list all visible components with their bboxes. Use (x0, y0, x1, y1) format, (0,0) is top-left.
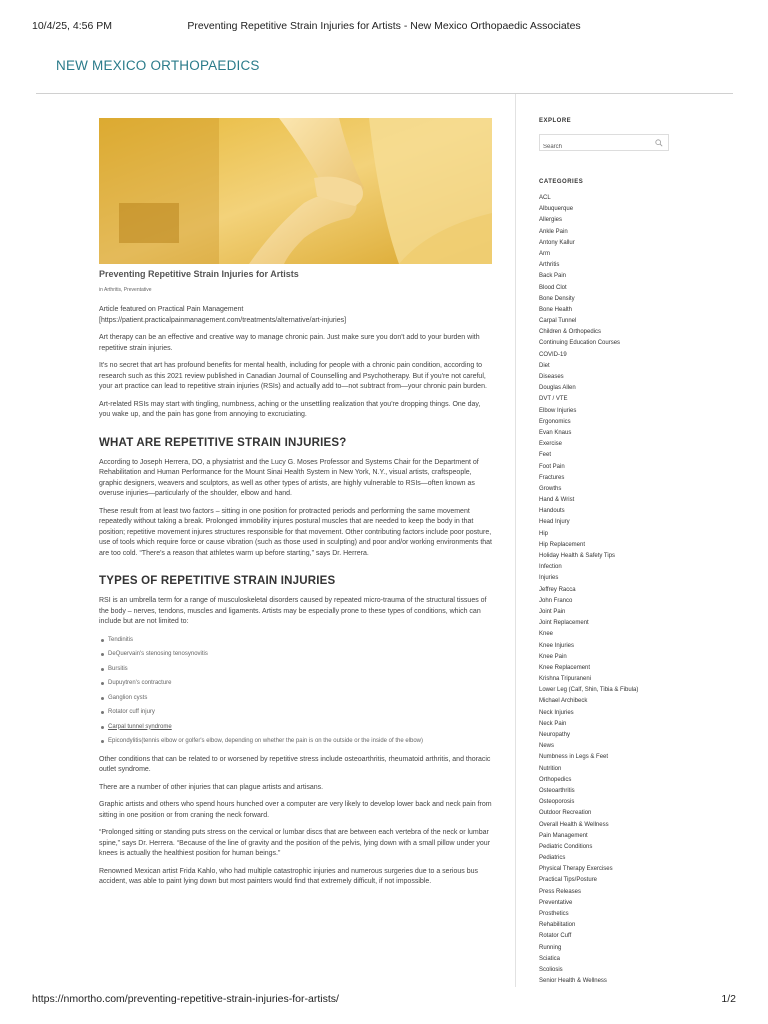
category-link[interactable]: Douglas Allen (539, 385, 576, 392)
category-link[interactable]: Hip Replacement (539, 541, 586, 548)
list-item (99, 720, 492, 735)
category-link[interactable]: Neck Injuries (539, 709, 574, 716)
category-link[interactable]: Arm (539, 250, 550, 257)
categories-list (539, 193, 679, 987)
category-link[interactable]: Joint Replacement (539, 620, 589, 627)
paragraph-related-conditions: Other conditions that can be related to or worsened by repetitive stress include osteoarthritis, rheumatoid arthritis, and thoracic outlet syndrome. (99, 755, 491, 773)
category-link[interactable]: ACL (539, 195, 551, 201)
category-link[interactable]: Rehabilitation (539, 922, 576, 929)
category-link[interactable]: DVT / VTE (539, 396, 568, 403)
category-link[interactable]: Outdoor Recreation (539, 810, 592, 817)
categories-heading: CATEGORIES (539, 179, 584, 185)
feature-line-2: [https://patient.practicalpainmanagement.com/treatments/alternative/art-injuries] (99, 316, 347, 324)
bullet-icon (101, 740, 104, 743)
category-link[interactable]: Nutrition (539, 765, 562, 772)
category-link[interactable]: Sciatica (539, 955, 561, 962)
category-link[interactable]: Ankle Pain (539, 228, 568, 235)
paragraph-symptoms: Art-related RSIs may start with tingling, numbness, aching or the unsettling realization that you're dropping things. One day, you wake up, and the pain has gone from annoying to excruciating. (99, 400, 481, 418)
category-link[interactable]: Knee Injuries (539, 642, 575, 649)
category-link[interactable]: Physical Therapy Exercises (539, 866, 613, 873)
list-item: Tendinitis (99, 633, 492, 648)
category-link[interactable]: Elbow Injuries (539, 407, 577, 414)
category-link[interactable]: Joint Pain (539, 608, 566, 615)
category-link[interactable]: Foot Pain (539, 463, 565, 470)
category-link[interactable]: Knee Replacement (539, 664, 591, 671)
print-header (32, 20, 736, 34)
category-link[interactable]: Hip (539, 530, 549, 537)
category-link[interactable]: Holiday Health & Safety Tips (539, 553, 616, 559)
search-icon[interactable] (655, 139, 663, 147)
explore-heading: EXPLORE (539, 118, 572, 124)
category-link[interactable]: Senior Health & Wellness (539, 978, 607, 985)
category-link[interactable]: Antony Kallur (539, 239, 575, 246)
category-link[interactable]: Osteoarthritis (539, 787, 575, 794)
feature-line-1: Article featured on Practical Pain Management (99, 306, 244, 313)
paragraph-prolonged-sitting: “Prolonged sitting or standing puts stress on the cervical or lumbar discs that are between each vertebra of the neck or lumbar spine,” says Dr. Herrera. “Because of the line of gravity and the position of the pelvis, lying down with a small pillow under your knees is actually the healthiest position for human beings.” (99, 829, 491, 857)
article-title: Preventing Repetitive Strain Injuries for Artists (99, 269, 299, 279)
category-link-arthritis[interactable]: Arthritis (104, 287, 121, 293)
meta-separator: , (120, 287, 124, 293)
category-link[interactable]: Overall Health & Wellness (539, 821, 609, 828)
bullet-icon (101, 697, 104, 700)
category-link[interactable]: COVID-19 (539, 351, 567, 358)
site-logo[interactable]: NEW MEXICO ORTHOPAEDICS (56, 58, 260, 73)
paragraph-mental-health: It's no secret that art has profound benefits for mental health, including for people with a chronic pain condition, according to research such as this 2021 review published in Canadian Journal of Counselling and Psychotherapy. But if you're not careful, your art practice can lead to repetitive strain injuries (RSIs) and actually add to—not subtract from—your chronic pain burden. (99, 362, 487, 390)
category-link[interactable]: Albuquerque (539, 206, 574, 213)
category-link[interactable]: Pain Management (539, 832, 588, 839)
category-link[interactable]: Children & Orthopedics (539, 329, 602, 336)
category-link[interactable]: Numbness in Legs & Feet (539, 754, 609, 761)
paragraph-factors: These result from at least two factors – sitting in one position for protracted periods and performing the same movement repeatedly without taking a break. Prolonged immobility injures postural muscles that are needed to keep the body in that position; repetitive movement injures structures responsible for that movement. Other contributing factors include poor posture, use of tools which require force or cause vibration (such as those used in sculpting) and poor and/or working environments that are too cold. “There's a reason that athletes warm up before starting,” says Dr. Herrera. (99, 507, 492, 557)
print-date: 10/4/25, 4:56 PM (32, 20, 112, 32)
category-link[interactable]: Growths (539, 485, 562, 492)
category-link[interactable]: Jeffrey Racca (539, 586, 576, 593)
print-page-title: Preventing Repetitive Strain Injuries for Artists - New Mexico Orthopaedic Associates (187, 20, 581, 32)
category-link[interactable]: Diet (539, 362, 550, 369)
bullet-icon (101, 711, 104, 714)
category-link[interactable]: Krishna Tripuraneni (539, 676, 592, 683)
category-link[interactable]: Neuropathy (539, 732, 571, 738)
category-link[interactable]: Pediatric Conditions (539, 843, 593, 850)
category-link[interactable]: Scoliosis (539, 966, 563, 973)
category-link[interactable]: Carpal Tunnel (539, 318, 577, 325)
print-url: https://nmortho.com/preventing-repetitive-strain-injuries-for-artists/ (32, 993, 339, 1005)
category-link[interactable]: Lower Leg (Calf, Shin, Tibia & Fibula) (539, 687, 639, 694)
list-item: Dupuytren's contracture (99, 676, 492, 691)
search-input[interactable] (540, 140, 650, 155)
list-item: Bursitis (99, 662, 492, 677)
carpal-tunnel-link[interactable]: Carpal tunnel syndrome (108, 723, 172, 730)
sidebar (539, 116, 679, 987)
search-box (539, 134, 669, 151)
category-link[interactable]: Prosthetics (539, 911, 569, 917)
article-meta (99, 286, 492, 294)
paragraph-intro: Art therapy can be an effective and creative way to manage chronic pain. Just make sure you don't add to your burden with repetitive strain injuries. (99, 334, 480, 352)
list-item: Rotator cuff injury (99, 705, 492, 720)
category-link[interactable]: Neck Pain (539, 720, 567, 727)
category-link-preventative[interactable]: Preventative (123, 287, 152, 293)
category-link[interactable]: Osteoporosis (539, 799, 575, 806)
paragraph-frida-kahlo: Renowned Mexican artist Frida Kahlo, who had multiple catastrophic injuries and numerous surgeries due to a serious bus accident, was able to paint lying down but most painters would find that extremely difficult, if not impossible. (99, 867, 478, 885)
category-link[interactable]: Bone Density (539, 295, 575, 302)
category-link[interactable]: Hand & Wrist (539, 497, 575, 504)
bullet-icon (101, 639, 104, 642)
bullet-icon (101, 668, 104, 671)
category-link[interactable]: Continuing Education Courses (539, 340, 621, 347)
conditions-list (99, 633, 492, 749)
category-link[interactable]: Running (539, 944, 562, 951)
category-link[interactable]: Feet (539, 452, 552, 459)
category-link[interactable]: Back Pain (539, 273, 567, 280)
print-page-number: 1/2 (721, 993, 736, 1005)
header-divider (36, 93, 733, 94)
list-item: DeQuervain's stenosing tenosynovitis (99, 647, 492, 662)
list-item: Epicondylitis(tennis elbow or golfer's elbow, depending on whether the pain is on the outside or the inside of the elbow) (99, 734, 492, 749)
category-link[interactable]: Allergies (539, 217, 563, 224)
heading-what-are-rsi: WHAT ARE REPETITIVE STRAIN INJURIES? (99, 436, 347, 449)
article (99, 268, 492, 888)
category-link[interactable]: John Franco (539, 597, 573, 604)
category-link[interactable]: Preventative (539, 899, 573, 906)
category-link[interactable]: Infection (539, 564, 562, 571)
bullet-icon (101, 726, 104, 729)
category-link[interactable]: Injuries (539, 575, 559, 582)
paragraph-herrera: According to Joseph Herrera, DO, a physiatrist and the Lucy G. Moses Professor and Systems Chair for the Department of Rehabilitation and Human Performance for the Mount Sinai Health System in New York, N.Y., visual artists, craftspeople, graphic designers, weavers and sculptors, as well as other types of artists, are highly vulnerable to RSIs—often known as overuse injuries—particularly of the shoulder, elbow and hand. (99, 458, 479, 497)
category-link[interactable]: Head Injury (539, 519, 570, 526)
category-link[interactable]: Handouts (539, 508, 565, 515)
category-link[interactable]: Fractures (539, 474, 565, 481)
heading-types-of-rsi: TYPES OF REPETITIVE STRAIN INJURIES (99, 575, 336, 587)
category-link[interactable]: Rotator Cuff (539, 933, 572, 940)
paragraph-umbrella-term: RSI is an umbrella term for a range of musculoskeletal disorders caused by repeated micro-trauma of the structural tissues of the body – nerves, tendons, muscles and ligaments. Artists may be especially prone to these types of conditions, which can include but are not limited to: (99, 597, 487, 625)
print-footer (32, 993, 736, 1007)
category-link[interactable]: Evan Knaus (539, 429, 572, 436)
paragraph-other-injuries: There are a number of other injuries that can plague artists and artisans. (99, 783, 324, 791)
category-link[interactable]: Blood Clot (539, 284, 567, 291)
hero-image (99, 118, 492, 264)
category-link[interactable]: Diseases (539, 374, 564, 380)
category-link[interactable]: Orthopedics (539, 776, 572, 783)
list-item: Ganglion cysts (99, 691, 492, 706)
category-link[interactable]: Michael Archibeck (539, 698, 588, 705)
bullet-icon (101, 682, 104, 685)
paragraph-graphic-artists: Graphic artists and others who spend hours hunched over a computer are very likely to develop lower back and neck pain from sitting in one position or from craning the neck forward. (99, 801, 492, 819)
category-link[interactable]: Ergonomics (539, 418, 571, 425)
category-link[interactable]: Knee (539, 631, 554, 638)
category-link[interactable]: Exercise (539, 441, 563, 448)
category-link[interactable]: Practical Tips/Posture (539, 877, 598, 884)
sidebar-divider (515, 94, 516, 987)
category-link[interactable]: Arthritis (539, 262, 560, 269)
category-link[interactable]: Press Releases (539, 888, 582, 895)
category-link[interactable]: Knee Pain (539, 653, 567, 660)
category-link[interactable]: Pediatrics (539, 855, 566, 862)
meta-prefix: in (99, 287, 103, 293)
category-link[interactable]: Bone Health (539, 306, 573, 313)
category-link[interactable]: News (539, 743, 555, 750)
bullet-icon (101, 653, 104, 656)
